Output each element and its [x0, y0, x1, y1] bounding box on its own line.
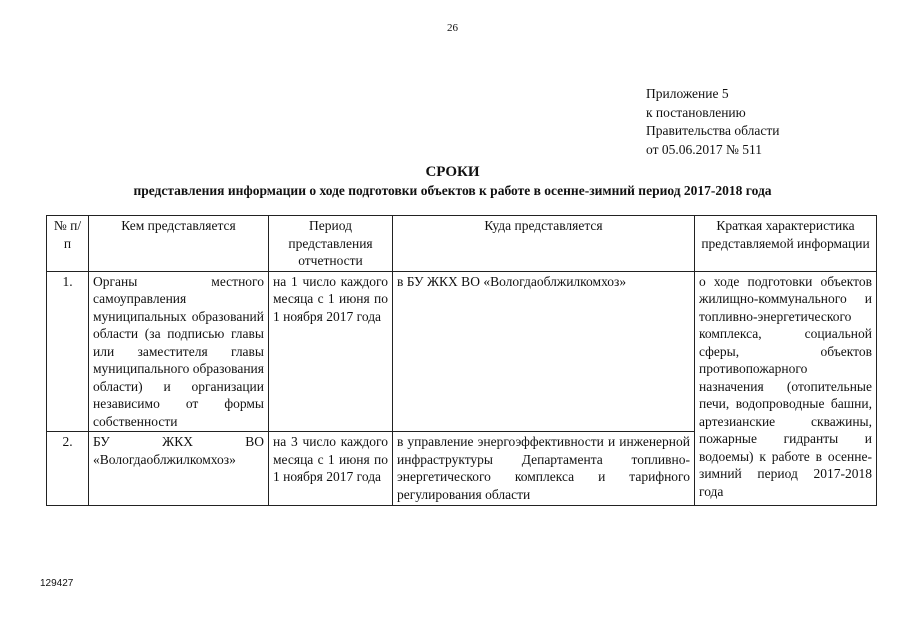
appendix-block	[646, 85, 779, 159]
row-period: на 3 число каждого месяца с 1 июня по 1 ноября 2017 года	[269, 432, 393, 506]
table-row	[47, 271, 877, 432]
appendix-line: Правительства области	[646, 123, 780, 138]
document-code: 129427	[40, 578, 74, 589]
row-description: о ходе подготовки объектов жилищно-коммунального и топливно-энергетического комплекса, социальной сферы, объектов противопожарного назначения (отопительные печи, водопроводные башни, артезианские скважины, пожарные гидранты и водоемы) к работе в осенне-зимний период 2017-2018 года	[695, 271, 877, 506]
appendix-line: к постановлению	[646, 104, 746, 120]
row-who: Органы местного самоуправления муниципальных образований области (за подписью главы или заместителя главы муниципального образования области) и организации независимо от формы собственности	[89, 271, 269, 432]
appendix-date-line: от 05.06.2017 № 511	[646, 141, 762, 157]
header-who: Кем представляется	[89, 216, 269, 272]
row-number: 2.	[47, 432, 89, 506]
row-period: на 1 число каждого месяца с 1 июня по 1 ноября 2017 года	[269, 271, 393, 432]
schedule-table	[46, 215, 877, 506]
appendix-line: Приложение 5	[646, 86, 729, 101]
table-header-row	[47, 216, 877, 272]
row-number: 1.	[47, 271, 89, 432]
document-subtitle: представления информации о ходе подготовки объектов к работе в осенне-зимний период 2017-2018 года	[133, 183, 772, 198]
header-period: Период представления отчетности	[269, 216, 393, 272]
page-number: 26	[447, 22, 458, 34]
row-who: БУ ЖКХ ВО «Вологдаоблжилкомхоз»	[89, 432, 269, 506]
header-where: Куда представляется	[393, 216, 695, 272]
document-title: СРОКИ	[425, 164, 480, 180]
row-where: в БУ ЖКХ ВО «Вологдаоблжилкомхоз»	[393, 271, 695, 432]
header-number: № п/п	[47, 216, 89, 272]
header-description: Краткая характеристика представляемой информации	[695, 216, 877, 272]
row-where: в управление энергоэффективности и инженерной инфраструктуры Департамента топливно-энергетического комплекса и тарифного регулирования области	[393, 432, 695, 506]
